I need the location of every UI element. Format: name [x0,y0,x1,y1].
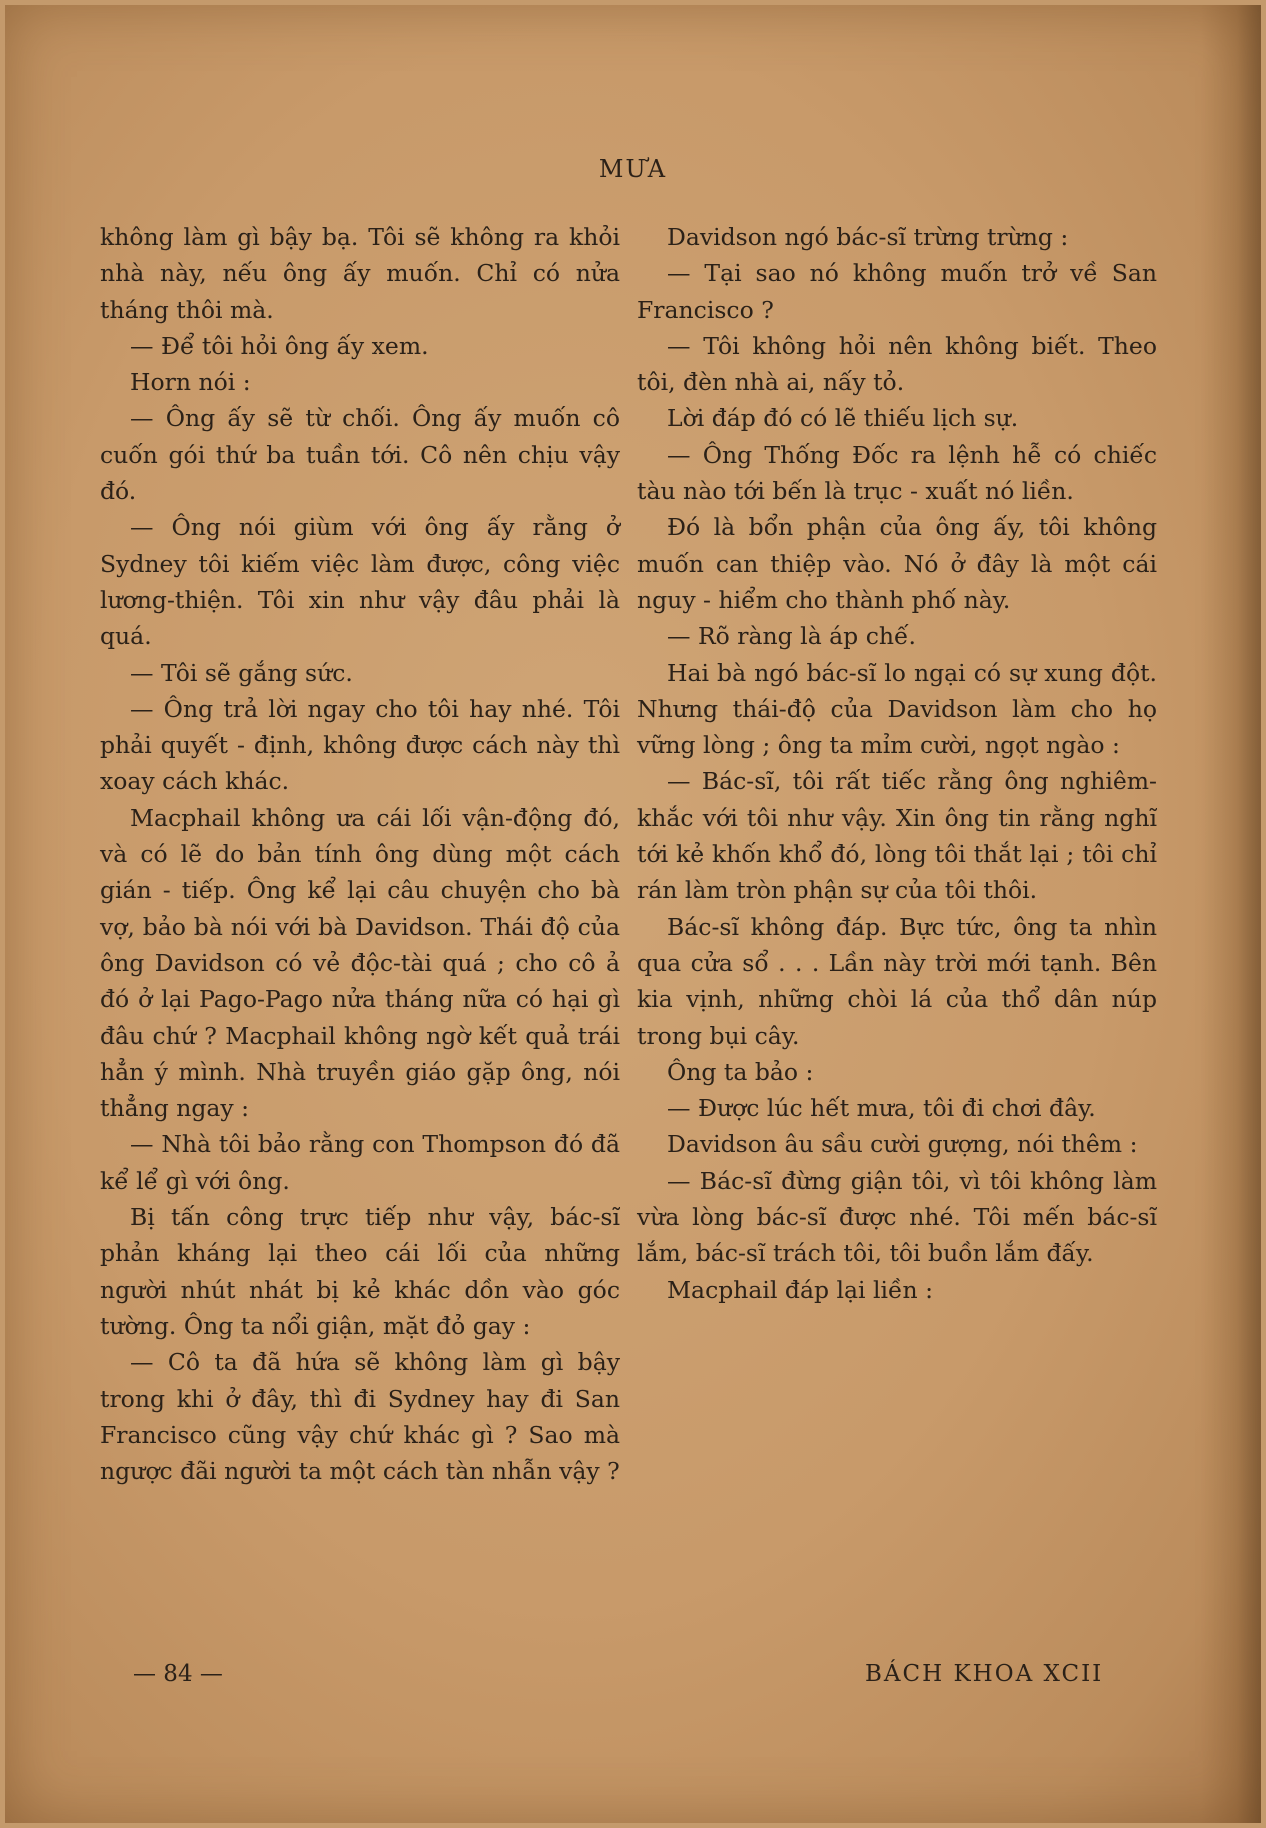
paragraph: — Bác-sĩ đừng giận tôi, vì tôi không làm vừa lòng bác-sĩ được nhé. Tôi mến bác-sĩ lắm, bác-sĩ trách tôi, tôi buồn lắm đấy. [637,1166,1157,1268]
left-column [100,219,620,1489]
paragraph: Ông ta bảo : [667,1057,814,1086]
paragraph: Horn nói : [130,368,251,397]
paragraph: Davidson ngó bác-sĩ trừng trừng : [667,223,1069,251]
paragraph: — Để tôi hỏi ông ấy xem. [130,331,429,360]
paragraph: — Bác-sĩ, tôi rất tiếc rằng ông nghiêm-khắc với tôi như vậy. Xin ông tin rằng nghĩ tới kẻ khốn khổ đó, lòng tôi thắt lại ; tôi chỉ rán làm tròn phận sự của tôi thôi. [637,767,1157,905]
paragraph: Davidson âu sầu cười gượng, nói thêm : [667,1130,1138,1159]
running-head: MƯA [598,155,668,183]
right-column [637,219,1157,1308]
paragraph: — Tại sao nó không muốn trở về San Francisco ? [637,259,1157,324]
paragraph: Macphail không ưa cái lối vận-động đó, và có lẽ do bản tính ông dùng một cách gián - tiếp. Ông kể lại câu chuyện cho bà vợ, bảo bà nói với bà Davidson. Thái độ của ông Davidson có vẻ độc-tài quá ; cho cô ả đó ở lại Pago-Pago nửa tháng nữa có hại gì đâu chứ ? Macphail không ngờ kết quả trái hẳn ý mình. Nhà truyền giáo gặp ông, nói thẳng ngay : [100,803,620,1123]
paragraph: Hai bà ngó bác-sĩ lo ngại có sự xung đột. Nhưng thái-độ của Davidson làm cho họ vững lòng ; ông ta mỉm cười, ngọt ngào : [637,658,1157,760]
paragraph: Bị tấn công trực tiếp như vậy, bác-sĩ phản kháng lại theo cái lối của những người nhút nhát bị kẻ khác dồn vào góc tường. Ông ta nổi giận, mặt đỏ gay : [100,1203,620,1340]
paragraph: Bác-sĩ không đáp. Bực tức, ông ta nhìn qua cửa sổ . . . Lần này trời mới tạnh. Bên kia vịnh, những chòi lá của thổ dân núp trong bụi cây. [637,912,1157,1050]
paragraph: — Ông nói giùm với ông ấy rằng ở Sydney tôi kiếm việc làm được, công việc lương-thiện. Tôi xin như vậy đâu phải là quá. [100,513,620,651]
paragraph: — Ông trả lời ngay cho tôi hay nhé. Tôi phải quyết - định, không được cách này thì xoay cách khác. [100,694,620,796]
paragraph: — Tôi không hỏi nên không biết. Theo tôi, đèn nhà ai, nấy tỏ. [637,331,1157,397]
paragraph: Đó là bổn phận của ông ấy, tôi không muốn can thiệp vào. Nó ở đây là một cái nguy - hiểm cho thành phố này. [637,513,1157,614]
page-number: — 84 — [133,1661,223,1687]
paragraph: — Rõ ràng là áp chế. [667,622,916,651]
paragraph: Macphail đáp lại liền : [667,1275,934,1304]
page-edge-shadow [1201,5,1261,1823]
paragraph: — Ông Thống Đốc ra lệnh hễ có chiếc tàu nào tới bến là trục - xuất nó liền. [637,440,1157,506]
journal-name: BÁCH KHOA XCII [865,1661,1104,1687]
paragraph: — Nhà tôi bảo rằng con Thompson đó đã kể lể gì với ông. [100,1130,620,1195]
paragraph: — Cô ta đã hứa sẽ không làm gì bậy trong khi ở đây, thì đi Sydney hay đi San Francisco cũng vậy chứ khác gì ? Sao mà ngược đãi người ta một cách tàn nhẫn vậy ? [100,1348,620,1486]
paragraph: — Ông ấy sẽ từ chối. Ông ấy muốn cô cuốn gói thứ ba tuần tới. Cô nên chịu vậy đó. [100,404,620,506]
paragraph: — Tôi sẽ gắng sức. [130,658,353,687]
paragraph: — Được lúc hết mưa, tôi đi chơi đây. [667,1094,1096,1123]
paragraph: Lời đáp đó có lẽ thiếu lịch sự. [667,404,1019,433]
paragraph: không làm gì bậy bạ. Tôi sẽ không ra khỏi nhà này, nếu ông ấy muốn. Chỉ có nửa tháng thôi mà. [100,223,620,324]
